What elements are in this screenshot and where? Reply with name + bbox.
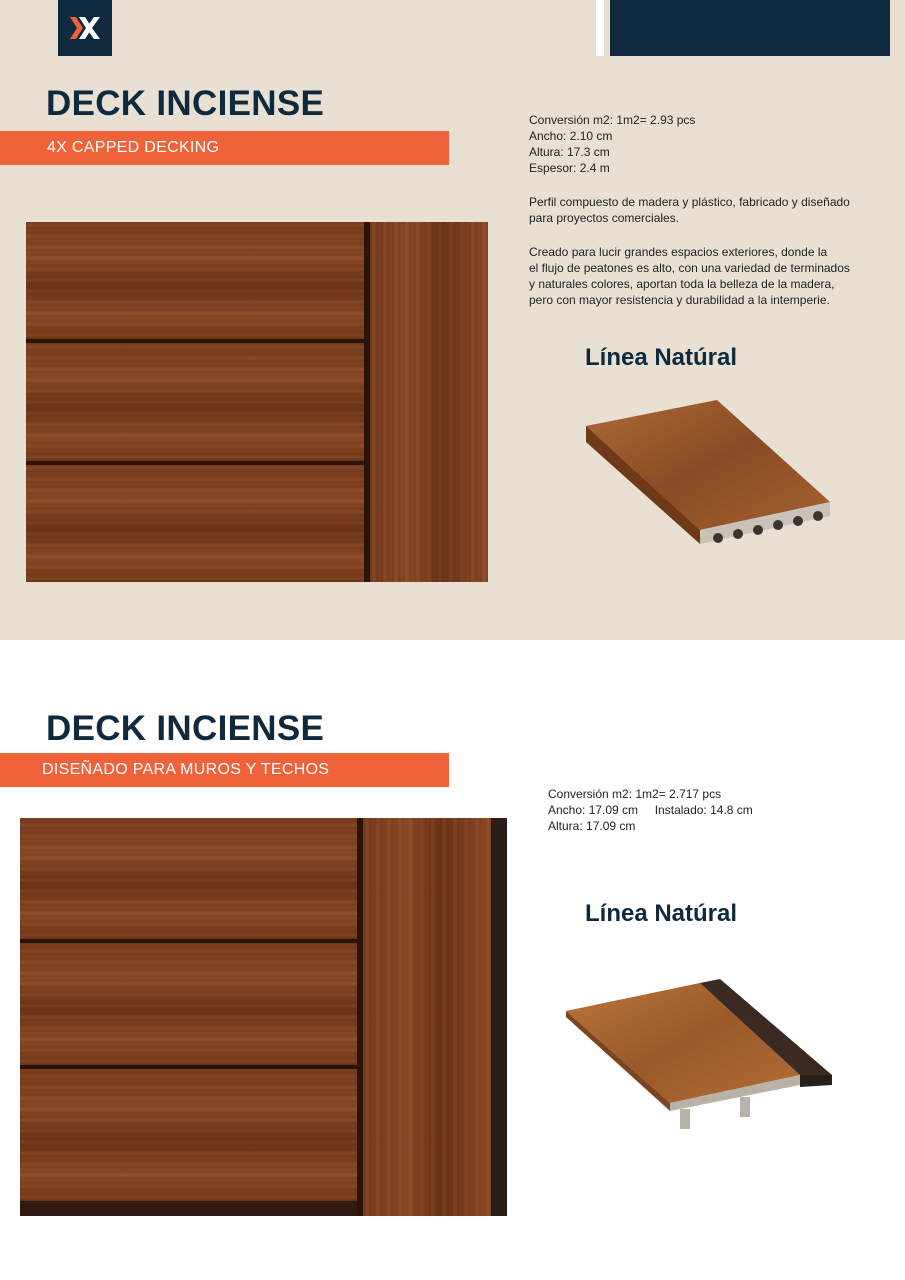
description-line: el flujo de peatones es alto, con una variedad de terminados [529,261,850,275]
header-bar [610,0,890,56]
section2-specs [548,786,753,834]
section1-band: 4X CAPPED DECKING [0,131,449,165]
section2-line-title: Línea Natúral [585,900,738,927]
section1-specs [529,112,695,176]
spec-line: Ancho: 17.09 cm Instalado: 14.8 cm [548,803,753,817]
spec-line: Altura: 17.09 cm [548,819,636,833]
double-chevron-x-logo-icon [68,15,102,41]
spec-line: Ancho: 2.10 cm [529,129,613,143]
wood-plank-vertical [363,818,491,1216]
wood-wall-panel-photo [20,818,507,1216]
description-line: Creado para lucir grandes espacios exteriores, donde la [529,245,828,259]
spec-line: Conversión m2: 1m2= 2.93 pcs [529,113,696,127]
deck-board-product-image [580,398,835,568]
description-line: Perfil compuesto de madera y plástico, fabricado y diseñado [529,195,850,209]
section1-title: DECK INCIENSE [46,84,325,123]
wood-plank [20,1069,357,1201]
plank-groove [20,1201,357,1216]
wood-plank-vertical [370,222,488,582]
header-divider [596,0,604,56]
spec-line: Conversión m2: 1m2= 2.717 pcs [548,787,722,801]
description-line: y naturales colores, aportan toda la belleza de la madera, [529,277,835,291]
wood-plank [20,943,357,1065]
wood-plank [26,222,364,339]
panel-edge [491,818,507,1216]
section1-description-2 [529,244,850,308]
description-line: pero con mayor resistencia y durabilidad a la intemperie. [529,293,830,307]
section2-band: DISEÑADO PARA MUROS Y TECHOS [0,753,449,787]
description-line: para proyectos comerciales. [529,211,680,225]
section1-line-title: Línea Natúral [585,344,738,371]
wood-plank [20,818,357,939]
section1-description [529,194,850,226]
wall-panel-product-image [560,975,840,1150]
section2-title: DECK INCIENSE [46,709,325,748]
wood-decking-photo [26,222,488,582]
spec-line: Espesor: 2.4 m [529,161,610,175]
spec-line: Altura: 17.3 cm [529,145,610,159]
wood-plank [26,465,364,582]
wood-plank [26,343,364,461]
brand-logo [58,0,112,56]
